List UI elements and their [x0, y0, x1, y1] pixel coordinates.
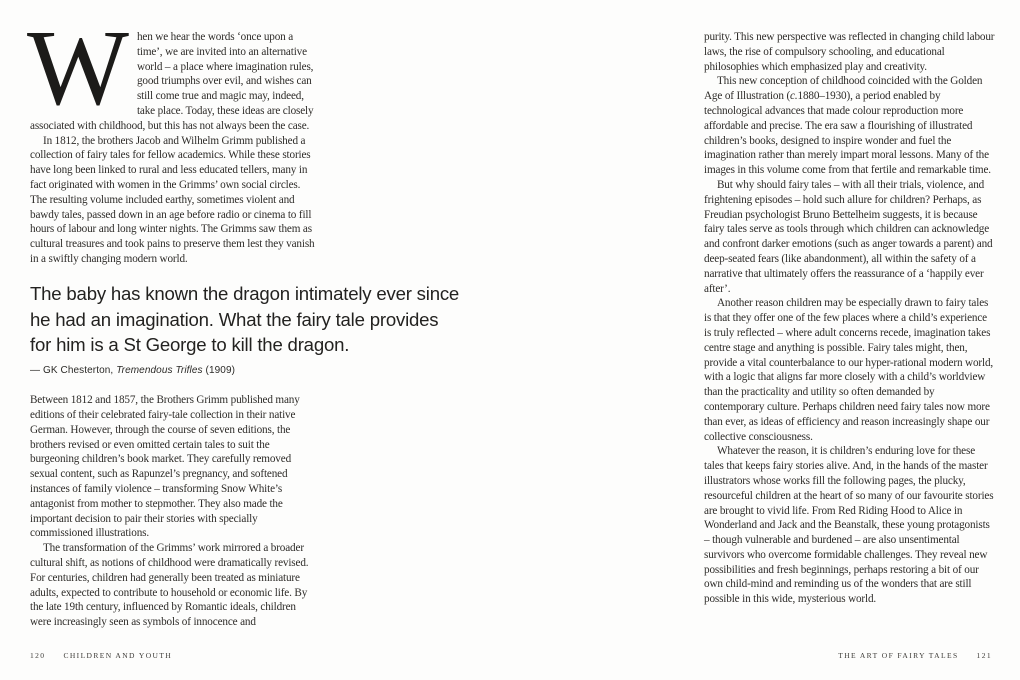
right-page-footer — [838, 651, 992, 660]
paragraph: Between 1812 and 1857, the Brothers Grimm published many editions of their celebrated fairy-tale collection in their native German. However, through the course of seven editions, the brothers revised or even omitted certain tales to suit the burgeoning children’s book market. They carefully removed sexual content, such as Rapunzel’s pregnancy, and softened instances of family violence – transforming Snow White’s antagonist from mother to stepmother. They also made the important decision to pair their stories with specially commissioned illustrations. — [30, 394, 300, 540]
pull-quote — [30, 281, 464, 376]
paragraph: purity. This new perspective was reflected in changing child labour laws, the rise of compulsory schooling, and educational philosophies which emphasized play and creativity. — [704, 31, 995, 73]
paragraph: When we hear the words ‘once upon a time’, we are invited into an alternative world – a place where imagination rules, good triumphs over evil, and wishes can still come true and magic may, indeed, take place. Today, these ideas are closely associated with childhood, but this has not always been the case. — [27, 9, 314, 132]
left-page — [27, 9, 464, 680]
page-number: 121 — [976, 651, 992, 660]
left-body-text — [30, 389, 319, 630]
attribution-year: (1909) — [202, 365, 236, 377]
drop-cap: W — [27, 9, 127, 128]
paragraph: In 1812, the brothers Jacob and Wilhelm Grimm published a collection of fairy tales for fellow academics. While these stories have long been linked to rural and less educated tellers, many in fact originated with women in the Grimms’ own social circles. The resulting volume included earthy, sometimes violent and bawdy tales, passed down in an age before radio or cinema to fill hours of labour and long winter nights. The Grimms saw them as cultural treasures and took pains to preserve them lest they vanish in a swiftly changing modern world. — [30, 134, 315, 265]
left-intro-text — [27, 9, 319, 267]
attribution-author: — GK Chesterton, — [30, 365, 117, 377]
right-body-text — [704, 26, 996, 607]
section-title: CHILDREN AND YOUTH — [63, 651, 173, 660]
page-number: 120 — [30, 651, 46, 660]
pull-quote-attribution — [30, 365, 464, 376]
right-page — [704, 26, 996, 680]
attribution-work-title: Tremendous Trifles — [116, 365, 203, 377]
paragraph: Whatever the reason, it is children’s enduring love for these tales that keeps fairy stories alive. And, in the hands of the master illustrators whose works fill the following pages, the plucky, resourceful children at the heart of so many of our favourite stories are brought to vivid life. From Red Riding Hood to Alice in Wonderland and Jack and the Beanstalk, these young protagonists – though vulnerable and burdened – are also unsentimental survivors who overcome formidable challenges. They reveal new possibilities and fresh beginnings, perhaps restoring a bit of our own child-mind and reminding us of the wonders that are still possible in this wide, mysterious world. — [704, 445, 994, 606]
section-title: THE ART OF FAIRY TALES — [838, 651, 959, 660]
pull-quote-text: The baby has known the dragon intimately ever since he had an imagination. What the fairy tale provides for him is a St George to kill the dragon. — [30, 282, 460, 356]
paragraph: Another reason children may be especially drawn to fairy tales is that they offer one of the few places where a child’s experience is truly reflected – where adult concerns recede, imagination takes centre stage and anything is possible. Fairy tales might, then, provide a vital counterbalance to our hyper-rational modern world, with a logic that aligns far more closely with a child’s worldview than the practicality and utility so often demanded by contemporary culture. Perhaps children need fairy tales now more than ever, as ideas of efficiency and reason increasingly shape our collective consciousness. — [704, 297, 994, 443]
paragraph: But why should fairy tales – with all their trials, violence, and frightening episodes – hold such allure for children? Perhaps, as Freudian psychologist Bruno Bettelheim suggests, it is because fairy tales serve as tools through which children can acknowledge and confront darker emotions (such as anger towards a parent) and deep-seated fears (like abandonment), all within the safety of a narrative that ultimately offers the reassurance of a ‘happily ever after’. — [704, 178, 993, 295]
left-page-footer — [30, 651, 172, 660]
paragraph: This new conception of childhood coincided with the Golden Age of Illustration (c.1880–1930), a period enabled by technological advances that made colour reproduction more affordable and precise. The era saw a flourishing of illustrated children’s books, designed to inspire wonder and fuel the imagination rather than merely impart moral lessons. Many of the images in this volume come from that fertile and remarkable time. — [704, 75, 991, 177]
paragraph: The transformation of the Grimms’ work mirrored a broader cultural shift, as notions of childhood were dramatically revised. For centuries, children had generally been treated as miniature adults, expected to contribute to household or economic life. By the late 19th century, influenced by Romantic ideals, children were increasingly seen as symbols of innocence and — [30, 542, 309, 629]
